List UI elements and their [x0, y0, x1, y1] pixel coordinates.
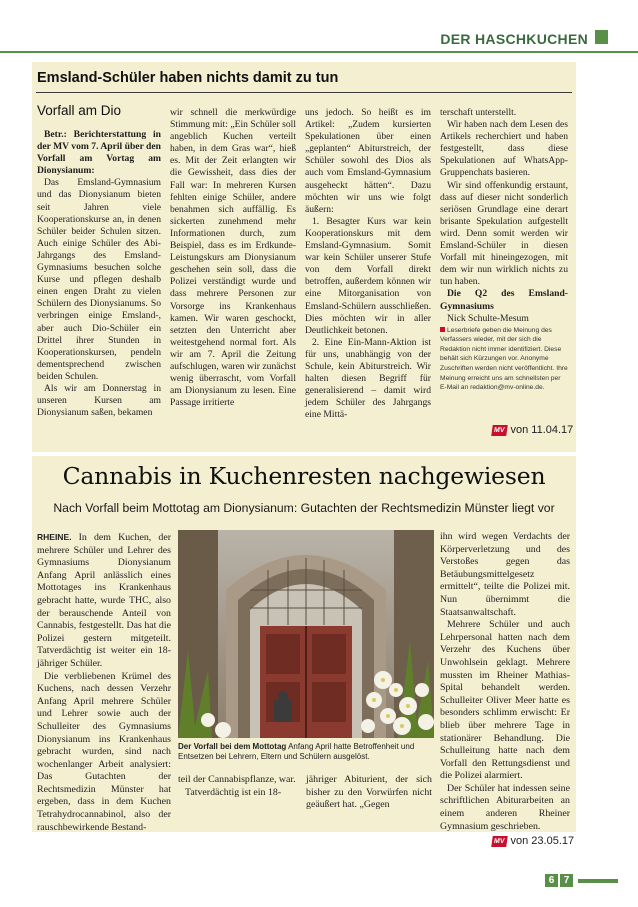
letter-paragraph: wir schnell die merkwürdige Stimmung mit: „Ein Schüler soll angeblich Kuchen verteilt haben, in dem Gras war“, hieß es. Mit der Zeit erlangten wir die Gewissheit, dass dies der Fall war: In mehreren Kursen fehlten einige Schüler, andere benahmen sich auffällig. Es sickerten zunehmend mehr Informationen durch, zum Beispiel, dass es im Erdkunde-Leistungskurs am Dionysianum geschehen sein soll, dass die Polizei verständigt wurde und dass mehrere Personen zur Vorsorge ins Krankenhaus kamen. Wir waren geschockt, setzten den Unterricht aber weitestgehend normal fort. Als wir am 7. April die Zeitung aufschlugen, waren wir zunächst wenig überrascht, vom Vorfall am Dionysianum zu lesen. Eine Passage irritierte: [170, 107, 296, 409]
article-paragraph: Der Schüler hat indessen seine schriftlichen Abiturarbeiten an einem anderen Rheiner Gymnasium geschrieben.: [440, 782, 570, 832]
article-paragraph: jähriger Abiturient, der sich bisher zu den Vorwürfen nicht geäußert hat. „Gegen: [306, 774, 432, 811]
page-number-bar: [578, 879, 618, 883]
letter-paragraph: Wir haben nach dem Lesen des Artikels recherchiert und haben festgestellt, dass diese Spekulationen auf WhatsApp-Gruppenchats basieren.: [440, 119, 568, 179]
article-lead-text: In dem Kuchen, der mehrere Schüler und Lehrer des Gymnasiums Dionysianum Anfang April anlässlich eines Mottotages ins Krankenhaus gebracht hatte, wurde THC, also der berauschende Anteil von Cannabis, festgestellt. Das hat die Polizei gestern mitgeteilt. Tatverdächtig ist weiter ein 18-jähriger Schüler.: [37, 532, 171, 669]
article-photo: [178, 530, 434, 738]
mv-logo-icon: MV: [491, 836, 507, 847]
article-column-3: [306, 774, 432, 812]
header-divider: [0, 51, 638, 53]
letter-paragraph: Als wir am Donnerstag in unseren Kursen am Dionysianum saßen, bekamen: [37, 382, 161, 419]
letter-paragraph: Das Emsland-Gymnasium und das Dionysianum bieten seit Jahren viele Kooperationskurse an, in denen Schüler beider Schulen sitzen. Auch einige Schüler des Abi-Jahrgangs des Emsland-Gymnasiums besuchen solche Kurse und pflegen deshalb einen engen Draht zu vielen Schülern des Dionysianums. So verbringen einige Emsland-, aber auch Dio-Schüler ein Drittel ihrer Stunden in Kooperationskursen, pendeln dementsprechend zwischen beiden Schulen.: [37, 177, 161, 382]
letter-paragraph: uns jedoch. So heißt es im Artikel: „Zudem kursierten Spekulationen über einen „geplanten“ Abiturstreich, der Schüler sowohl des Dios als auch vom Emsland-Gymnasium ausgeheckt hätten“. Dazu möchten wir uns wie folgt äußern:: [305, 107, 431, 215]
mv-logo-icon: MV: [491, 425, 507, 436]
article-paragraph: Mehrere Schüler und auch Lehrpersonal hatten nach dem Verzehr des Kuchens über Unwohlsein geklagt. Mehrere mussten im Rheiner Mathias-Spital behandelt werden. Schulleiter Oliver Meer hatte es besonders schlimm erwischt: Er blieb über mehrere Tage in stationärer Behandlung. Die Schulleitung hatte nach dem Vorfall den Rettungsdienst und die Polizei alarmiert.: [440, 619, 570, 782]
article-column-2: [178, 774, 300, 799]
editorial-note: [440, 326, 568, 393]
letter-headline: Emsland-Schüler haben nichts damit zu tun: [37, 70, 339, 86]
section-marker: [595, 30, 608, 44]
letter-source: [492, 424, 573, 436]
section-title: DER HASCHKUCHEN: [440, 31, 588, 47]
letter-column-1: [37, 129, 161, 419]
letter-paragraph: terschaft unterstellt.: [440, 107, 517, 118]
letter-subhead: Vorfall am Dio: [37, 103, 122, 118]
article-column-1: [37, 531, 171, 834]
letter-column-4: [440, 107, 568, 393]
article-paragraph: Die verbliebenen Krümel des Kuchens, nach dessen Verzehr Anfang April mehrere Schüler und Lehrer sowie auch der Schulleiter des Gymnasiums Dionysianum ins Krankenhaus gebracht wurden, sind nach wochenlanger Arbeit analysiert: Das Gutachten der Rechtsmedizin Münster hat ergeben, dass in dem Kuchen Tetrahydrocannabinol, also der rauschbewirkende Bestand-: [37, 670, 171, 833]
article-paragraph: teil der Cannabispflanze, war.: [178, 774, 296, 785]
letter-reference: Betr.: Berichterstattung in der MV vom 7. April über den Vorfall am Vortag am Dionysianum:: [37, 129, 161, 177]
article-headline: Cannabis in Kuchenresten nachgewiesen: [62, 462, 546, 490]
article-column-4: [440, 531, 570, 833]
letter-paragraph: 2. Eine Ein-Mann-Aktion ist für uns, unabhängig von der Schule, kein Abiturstreich. Wir halten diesen Begriff für generalisierend – damit wird jedem Schüler des Jahrgangs eine Mittä-: [305, 336, 431, 421]
article-paragraph: ihn wird wegen Verdachts der Körperverletzung und des Verstoßes gegen das Betäubungsmittelgesetz ermittelt“, teilte die Polizei mit. Nun übernimmt die Staatsanwaltschaft.: [440, 531, 570, 618]
letter-column-3: [305, 107, 431, 421]
article-source-date: von 23.05.17: [510, 835, 575, 847]
page-number: 7: [560, 874, 573, 887]
letter-paragraph: 1. Besagter Kurs war kein Kooperationskurs mit dem Emsland-Gymnasium. Somit war kein Schüler unserer Stufe von dem Vorfall direkt betroffen, außerdem können wir eine Mitorganisation von Emsland-Schülern ausschließen. Dies möchten wir in aller Deutlichkeit betonen.: [305, 215, 431, 336]
photo-caption: [178, 742, 434, 762]
article-paragraph: [37, 531, 171, 671]
letter-paragraph: Wir sind offenkundig erstaunt, dass auf dieser nicht sonderlich seriösen Grundlage eine derart brisante Spekulation aufgestellt wird. Denn somit werden wir Emsland-Schüler in diesen Vorfall mit hineingezogen, mit dem wir nun wirklich nichts zu tun haben.: [440, 179, 568, 288]
red-square-icon: [440, 327, 445, 332]
letter-headline-rule: [36, 92, 572, 93]
photo-caption-text: Anfang April hatte Betroffenheit und Entsetzen bei Lehrern, Eltern und Schülern ausgelöst.: [178, 742, 415, 761]
page-number: 6: [545, 874, 558, 887]
school-entrance-photo: [178, 530, 434, 738]
article-source: [492, 835, 574, 847]
editorial-note-text: Leserbriefe geben die Meinung des Verfassers wieder, mit der sich die Redaktion nicht immer identifiziert. Diese behält sich Kürzungen vor. Anonyme Zuschriften werden nicht veröffentlicht. Ihre Meinung erreicht uns am schnellsten per E-Mail an redaktion@mv-online.de.: [440, 326, 568, 392]
article-subhead: Nach Vorfall beim Mottotag am Dionysianum: Gutachten der Rechtsmedizin Münster liegt vor: [53, 501, 555, 515]
letter-signature-name: Nick Schulte-Mesum: [447, 312, 529, 324]
page-numbers: [545, 874, 573, 887]
letter-source-date: von 11.04.17: [510, 424, 574, 436]
article-paragraph: Tatverdächtig ist ein 18-: [185, 786, 282, 798]
letter-column-2: [170, 107, 296, 409]
letter-signature-group: Die Q2 des Emsland-Gymnasiums: [440, 288, 568, 312]
article-dateline: RHEINE.: [37, 532, 72, 542]
photo-caption-title: Der Vorfall bei dem Mottotag: [178, 742, 287, 751]
